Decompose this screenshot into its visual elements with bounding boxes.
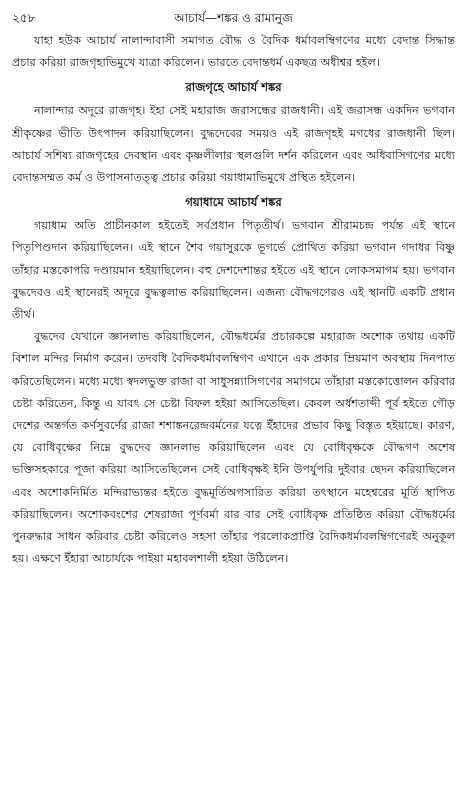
paragraph: নালান্দার অদূরে রাজগৃহ। ইহা সেই মহারাজ জরাসন্ধের রাজধানী। এই জরাসন্ধ একদিন ভগবান শ্রীকৃষ্ণের ভীতি উৎপাদন করিয়াছিলেন। বুদ্ধদেবের সময়ও এই রাজগৃহই মগধের রাজধানী ছিল। আচার্য সশিষ্য রাজগৃহের দেবস্থান এবং কৃষ্ণলীলার স্থলগুলি দর্শন করিলেন এবং অধিবাসিগণের মধ্যে বেদান্তসম্মত কর্ম ও উপাসনাতত্ত্ব প্রচার করিয়া গয়াধামাভিমুখে প্রস্থিত হইলেন। — [12, 104, 455, 185]
page-number: ২৫৮ — [12, 11, 36, 25]
section-rajgriha — [12, 78, 455, 189]
paragraph: বুদ্ধদেব যেখানে জ্ঞানলাভ করিয়াছিলেন, বৌদ্ধধর্মের প্রচারকল্পে মহারাজ অশোক তথায় একটি বিশাল মন্দির নির্মাণ করেন। তদবধি বৈদিকধর্মাবলম্বিগণ এখানে এক প্রকার ম্রিয়মাণ অবস্থায় দিনপাত করিতেছিলেন। মধ্যে মধ্যে স্বদলভুক্ত রাজা বা সাধুসন্ন্যাসিগণের সমাগমে তাঁহারা মস্তকোত্তোলন করিবার চেষ্টা করিতেন, কিন্তু এ যাবৎ সে চেষ্টা বিফল হইয়া আসিতেছিল। কেবল অর্ধশতাব্দী পূর্ব হইতে গৌড় দেশের অন্তর্গত কর্ণসুবর্ণের রাজা শশাঙ্কনরেন্দ্রবর্মনের যত্নে ইঁহাদের প্রভাব কিছু বিস্তৃত হইয়াছে। কারণ, যে বোধিবৃক্ষের নিম্নে বুদ্ধদেব জ্ঞানলাভ করিয়াছিলেন এবং যে বোধিবৃক্ষকে বৌদ্ধগণ অশেষ ভক্তিসহকারে পূজা করিয়া আসিতেছিলেন সেই বোধিবৃক্ষই ইনি উপর্যুপরি দুইবার ছেদন করিয়াছিলেন এবং অশোকনির্মিত মন্দিরাভ্যন্তর হইতে বুদ্ধমূর্তিঅপসারিত করিয়া তৎস্থানে মহেশ্বরের মূর্তি স্থাপিত করিয়াছিলেন। অশোকবংশের শেষরাজা পূর্ণবর্মা বার বার সেই বোধিবৃক্ষ প্রতিষ্ঠিত করিয়া বৌদ্ধধর্মের পুনরুদ্ধার সাধন করিবার চেষ্টা করিলেও সহসা তাঁহার পরলোকপ্রাপ্তি বৈদিকধর্মাবলম্বিগণেরই অনুকূল হয়। এক্ষণে ইঁহারা আচার্যকে পাইয়া মহাবলশালী হইয়া উঠিলেন। — [12, 330, 455, 566]
running-title: আচার্য—শঙ্কর ও রামানুজ — [174, 11, 293, 25]
paragraph: যাহা হউক আচার্য নালান্দাবাসী সমাগত বৌদ্ধ ও বৈদিক ধর্মাবলম্বিগণের মধ্যে বেদান্ত সিদ্ধান্ত প্রচার করিয়া রাজগৃহাভিমুখে যাত্রা করিলেন। ভারতে বেদান্তধর্ম একছত্র অধীশ্বর হইল। — [12, 34, 455, 70]
section-heading: রাজগৃহে আচার্য শঙ্কর — [185, 80, 282, 95]
section-heading: গয়াধামে আচার্য শঙ্কর — [185, 195, 282, 210]
section-intro — [12, 30, 455, 74]
section-gaya — [12, 193, 455, 570]
page-header — [12, 8, 455, 30]
book-page — [12, 8, 455, 794]
paragraph: গয়াধাম অতি প্রাচীনকাল হইতেই সর্বপ্রধান পিতৃতীর্থ। ভগবান শ্রীরামচন্দ্র পর্যন্ত এই স্থানে পিতৃপিণ্ডদান করিয়াছিলেন। এই স্থানে শৈব গয়াসুরকে ভূগর্ভে প্রোথিত করিয়া ভগবান গদাধর বিষ্ণু তাঁহার মস্তকোপরি দণ্ডায়মান হইয়াছিলেন। বহু দেশদেশান্তর হইতে এই স্থানে লোকসমাগম হয়। ভগবান বুদ্ধদেবও এই স্থানেরই অদূরে বুদ্ধত্বলাভ করিয়াছিলেন। এজন্য বৌদ্ধগণেরও এই স্থানটি একটি প্রধান তীর্থ। — [12, 219, 455, 322]
